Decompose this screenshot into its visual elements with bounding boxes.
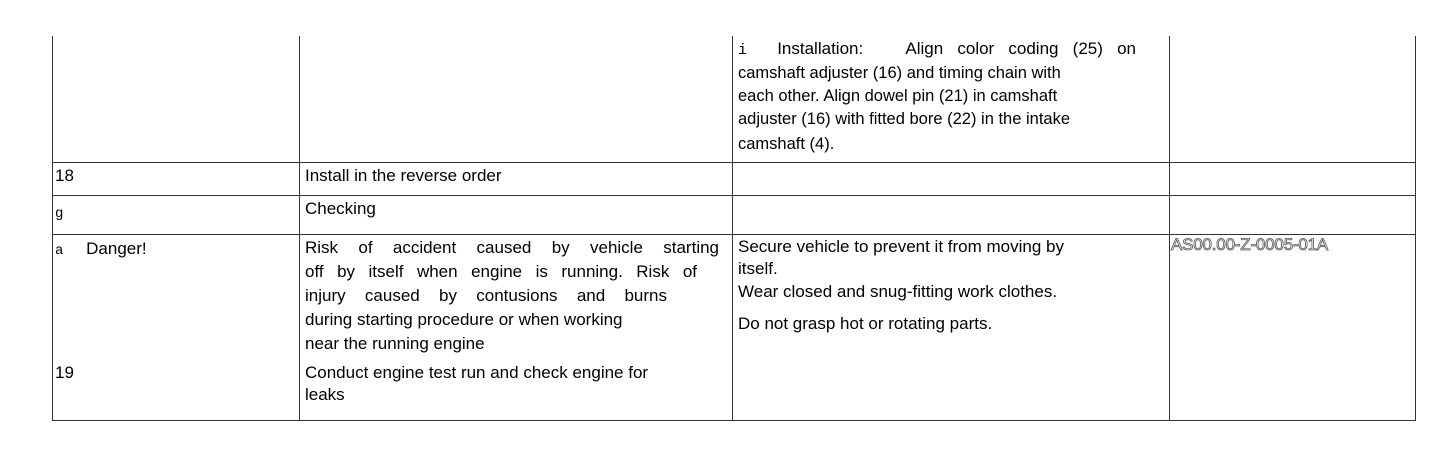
step-action xyxy=(305,362,648,406)
step-number: 18 xyxy=(55,166,74,185)
risk-text-line: off by itself when engine is running. Risk of xyxy=(305,262,697,281)
row-divider xyxy=(52,195,1416,196)
column-divider xyxy=(1415,36,1416,421)
column-divider xyxy=(52,36,53,421)
step-number: 19 xyxy=(55,363,74,382)
installation-text-line: each other. Align dowel pin (21) in camshaft xyxy=(738,87,1058,105)
step-action: Install in the reverse order xyxy=(305,166,502,185)
measure-text-line: Secure vehicle to prevent it from moving by xyxy=(738,237,1064,256)
checking-icon: g xyxy=(55,206,64,222)
info-icon: i xyxy=(738,42,748,59)
measure-text-line: itself. xyxy=(738,259,778,278)
danger-risk-text xyxy=(305,236,719,356)
step-action-line: Conduct engine test run and check engine for xyxy=(305,363,649,382)
column-divider xyxy=(732,36,733,421)
installation-text-line: adjuster (16) with fitted bore (22) in the intake xyxy=(738,110,1071,128)
installation-label: Installation: xyxy=(777,39,864,58)
measure-text-line: Wear closed and snug-fitting work clothes. xyxy=(738,282,1058,301)
danger-label: Danger! xyxy=(86,239,147,258)
risk-text-line: near the running engine xyxy=(305,334,485,353)
installation-note xyxy=(738,38,1136,157)
danger-icon: a xyxy=(55,243,64,259)
column-divider xyxy=(299,36,300,421)
row-divider xyxy=(52,420,1416,421)
row-divider xyxy=(52,162,1416,163)
installation-text-line: Align color coding (25) on xyxy=(905,39,1136,58)
step-action-line: leaks xyxy=(305,385,345,404)
installation-text-line: camshaft adjuster (16) and timing chain with xyxy=(738,64,1061,82)
safety-measures xyxy=(738,236,1064,335)
danger-marker xyxy=(55,238,147,262)
risk-text-line: during starting procedure or when working xyxy=(305,310,623,329)
step-action: Checking xyxy=(305,199,376,218)
risk-text-line: injury caused by contusions and burns xyxy=(305,286,667,305)
measure-text-line: Do not grasp hot or rotating parts. xyxy=(738,314,993,333)
column-divider xyxy=(1169,36,1170,421)
document-reference: AS00.00-Z-0005-01A xyxy=(1171,235,1329,254)
installation-text-line: camshaft (4). xyxy=(738,135,835,153)
risk-text-line: Risk of accident caused by vehicle starting xyxy=(305,238,719,257)
